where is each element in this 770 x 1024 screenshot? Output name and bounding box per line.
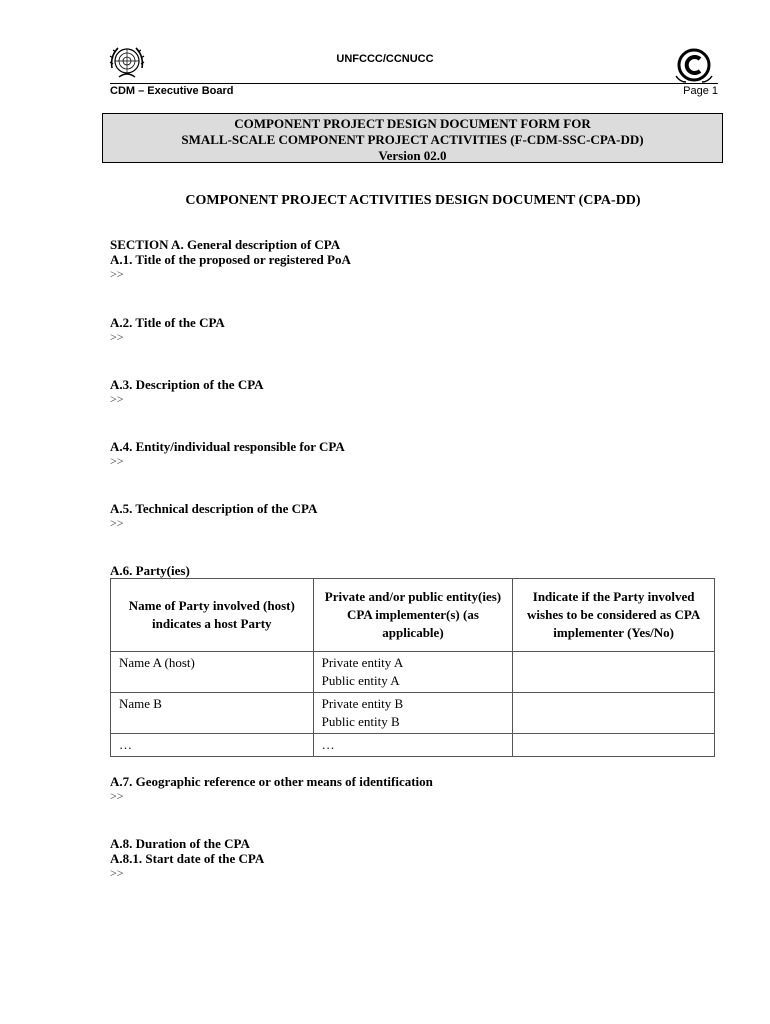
header-entities: Private and/or public entity(ies) CPA implementer(s) (as applicable)	[313, 579, 513, 652]
header-rule	[110, 83, 718, 84]
table-header-row	[111, 579, 715, 652]
entities-cell[interactable]	[313, 652, 513, 693]
header-org: UNFCCC/CCNUCC	[336, 53, 434, 65]
party-name-cell[interactable]: Name B	[111, 693, 314, 734]
header-implementer: Indicate if the Party involved wishes to be considered as CPA implementer (Yes/No)	[513, 579, 715, 652]
entity-private: Private entity A	[321, 655, 404, 670]
section-a-title: SECTION A. General description of CPA	[110, 237, 341, 252]
a6-heading: A.6. Party(ies)	[110, 563, 190, 578]
a4-input-marker: >>	[110, 454, 124, 468]
a8-heading: A.8. Duration of the CPA	[110, 836, 250, 851]
cdm-c-logo	[670, 46, 718, 84]
section-a-block	[110, 237, 351, 282]
a1-heading: A.1. Title of the proposed or registered PoA	[110, 252, 351, 267]
header-party-name: Name of Party involved (host) indicates a host Party	[111, 579, 314, 652]
party-name-cell[interactable]: Name A (host)	[111, 652, 314, 693]
form-version: Version 02.0	[378, 148, 447, 163]
header-page-number: Page 1	[683, 85, 718, 97]
form-title-box	[102, 113, 723, 163]
a3-input-marker: >>	[110, 392, 124, 406]
a4-block	[110, 439, 345, 469]
implementer-cell[interactable]	[513, 693, 715, 734]
a4-heading: A.4. Entity/individual responsible for CPA	[110, 439, 345, 454]
entity-public: Public entity A	[321, 673, 400, 688]
document-title: COMPONENT PROJECT ACTIVITIES DESIGN DOCUMENT (CPA-DD)	[185, 193, 641, 208]
a2-input-marker: >>	[110, 330, 124, 344]
header-board: CDM – Executive Board	[110, 85, 234, 97]
entities-cell[interactable]: …	[313, 734, 513, 757]
a81-input-marker: >>	[110, 866, 124, 880]
entity-private: Private entity B	[321, 696, 404, 711]
a5-block	[110, 501, 317, 531]
table-row	[111, 652, 715, 693]
a5-input-marker: >>	[110, 516, 124, 530]
form-title-line2: SMALL-SCALE COMPONENT PROJECT ACTIVITIES (F-CDM-SSC-CPA-DD)	[181, 132, 644, 147]
a5-heading: A.5. Technical description of the CPA	[110, 501, 318, 516]
a7-block	[110, 774, 433, 804]
a6-block	[110, 563, 190, 578]
implementer-cell[interactable]	[513, 652, 715, 693]
entity-public: Public entity B	[321, 714, 400, 729]
implementer-cell[interactable]	[513, 734, 715, 757]
table-row	[111, 734, 715, 757]
a7-heading: A.7. Geographic reference or other means of identification	[110, 774, 433, 789]
a2-heading: A.2. Title of the CPA	[110, 315, 225, 330]
party-name-cell[interactable]: …	[111, 734, 314, 757]
table-row	[111, 693, 715, 734]
a8-block	[110, 836, 264, 881]
a81-heading: A.8.1. Start date of the CPA	[110, 851, 265, 866]
parties-table	[110, 578, 715, 757]
form-title-line1: COMPONENT PROJECT DESIGN DOCUMENT FORM FOR	[234, 116, 591, 131]
a3-block	[110, 377, 264, 407]
entities-cell[interactable]	[313, 693, 513, 734]
a3-heading: A.3. Description of the CPA	[110, 377, 264, 392]
a2-block	[110, 315, 225, 345]
a1-input-marker: >>	[110, 267, 124, 281]
a7-input-marker: >>	[110, 789, 124, 803]
